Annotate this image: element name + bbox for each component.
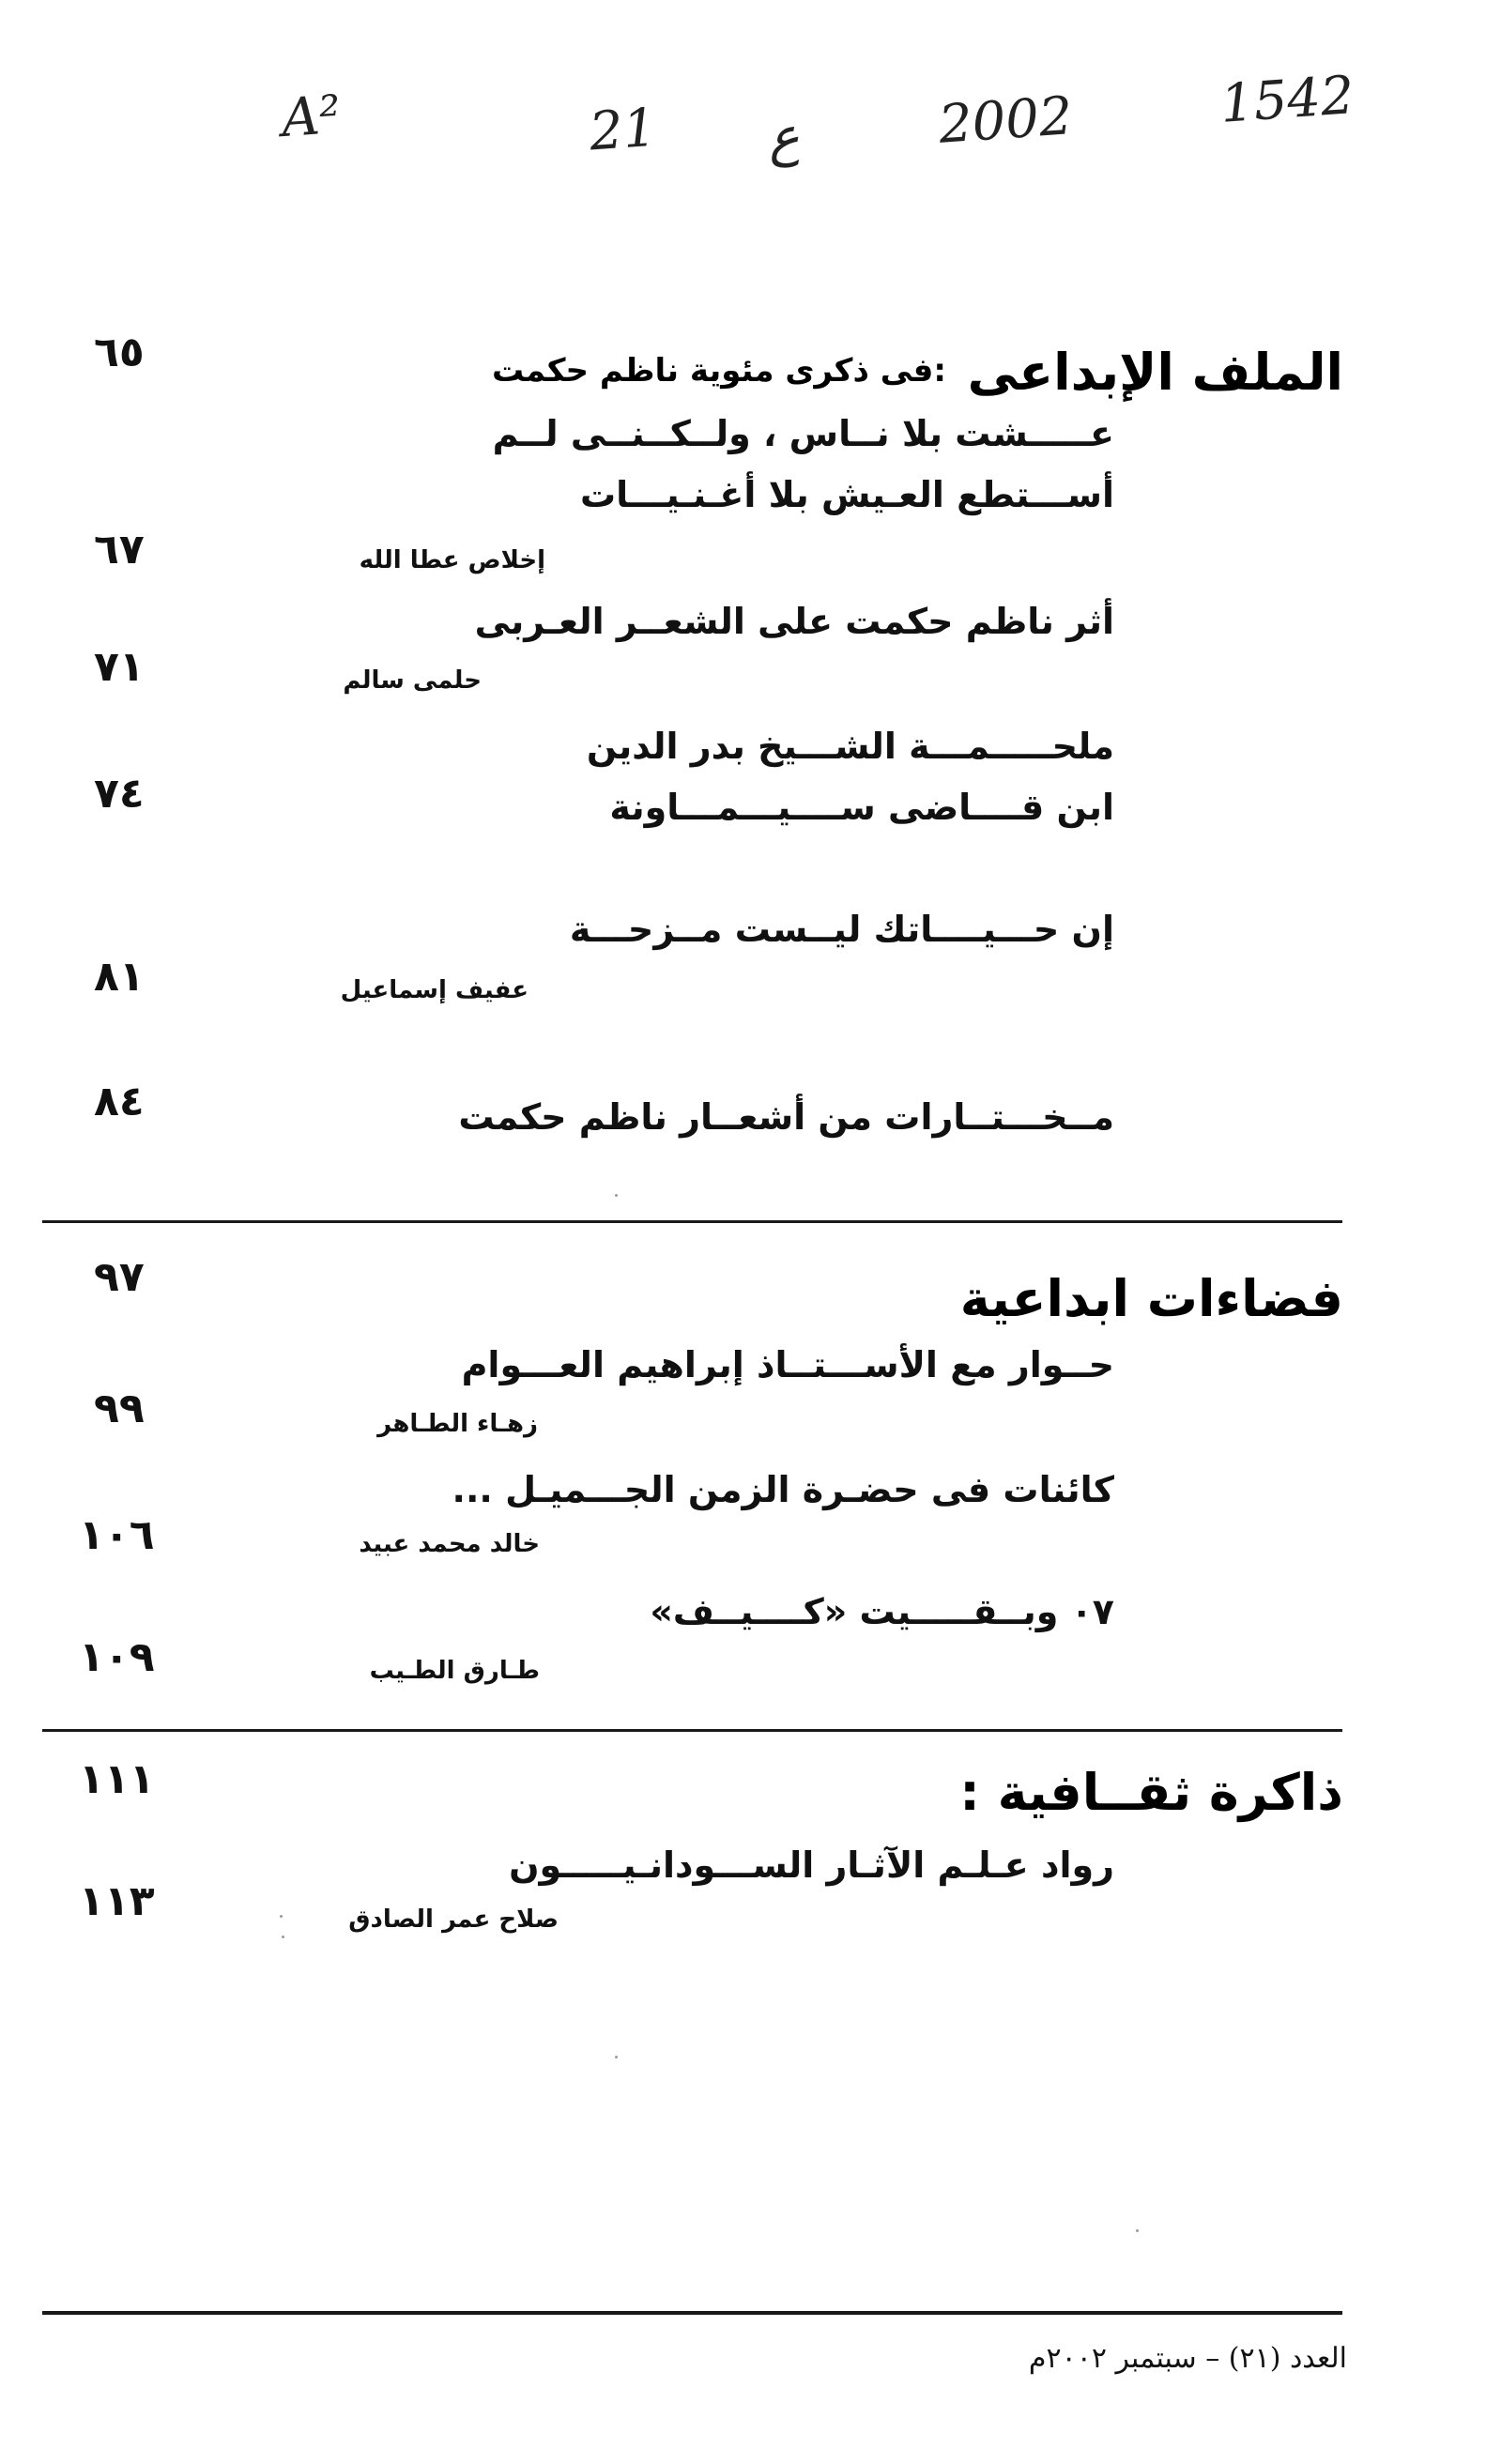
scan-speck <box>282 1936 284 1938</box>
section-divider <box>42 1729 1342 1732</box>
entry-title-line: ٠٧ وبــقـــــيت «كــــيــف» <box>650 1591 1114 1632</box>
handwritten-annotation-a2: A² <box>279 84 344 150</box>
entry-title-line: ملحـــــمـــة الشـــيخ بدر الدين <box>586 726 1114 767</box>
handwritten-annotation-21: 21 <box>587 97 659 163</box>
scan-speck <box>615 1194 618 1197</box>
entry-author: خالد محمد عبيد <box>359 1530 540 1558</box>
footer-rule <box>42 2311 1342 2315</box>
handwritten-annotation-ain: ع <box>765 105 802 170</box>
entry-title-line: إن حـــيــــاتك ليــست مــزحـــة <box>569 909 1114 950</box>
page-number: ٩٧ <box>94 1253 145 1301</box>
handwritten-annotation-2002: 2002 <box>936 85 1075 156</box>
entry-title-line: أثر ناظم حكمت على الشعــر العـربى <box>474 601 1114 642</box>
page-number: ٦٥ <box>94 329 145 376</box>
entry-title-line: حــوار مع الأســـتــاذ إبراهيم العـــوام <box>461 1344 1114 1385</box>
page-number: ١١٣ <box>79 1877 155 1925</box>
section-divider <box>42 1220 1342 1223</box>
entry-author: طـارق الطـيب <box>369 1657 540 1685</box>
page-number: ٧٤ <box>94 770 145 818</box>
entry-author: صلاح عمر الصادق <box>348 1905 559 1934</box>
entry-title-line: كائنات فى حضـرة الزمن الجـــميـل ... <box>452 1469 1114 1510</box>
page-number: ٨١ <box>94 953 145 1001</box>
scan-speck <box>280 1915 283 1918</box>
entry-title-line: ابن قــــاضى ســــيـــمـــاونة <box>609 787 1114 828</box>
page-number: ١١١ <box>79 1755 155 1803</box>
handwritten-annotation-1542: 1542 <box>1218 65 1356 135</box>
entry-title-line: مــخـــتــارات من أشعــار ناظم حكمت <box>458 1096 1114 1138</box>
page-number: ٨٤ <box>94 1078 145 1125</box>
entry-author: عفيف إسماعيل <box>340 976 529 1004</box>
scan-speck <box>1136 2229 1139 2232</box>
scan-speck <box>615 2056 618 2058</box>
section-heading-creative-spaces: فضاءات ابداعية <box>959 1269 1343 1328</box>
page-number: ٧١ <box>94 643 145 691</box>
page-number: ٦٧ <box>94 526 145 574</box>
section-subheading-nazim-hikmet: :فى ذكرى مئوية ناظم حكمت <box>491 352 946 390</box>
page-number: ١٠٩ <box>79 1633 155 1681</box>
section-heading-creative-file: الملف الإبداعى <box>967 343 1343 402</box>
page-number: ٩٩ <box>94 1385 145 1432</box>
entry-author: زهـاء الطـاهر <box>377 1410 538 1438</box>
page-number: ١٠٦ <box>79 1511 155 1559</box>
section-heading-cultural-memory: ذاكرة ثقــافية : <box>959 1763 1343 1822</box>
issue-footer: العدد (٢١) – سبتمبر ٢٠٠٢م <box>1028 2342 1347 2375</box>
entry-author: حلمى سالم <box>343 666 482 695</box>
entry-title-line: عـــــشت بلا نــاس ، ولــكــنــى لــم <box>492 413 1114 454</box>
entry-author: إخلاص عطا الله <box>359 546 545 574</box>
entry-title-line: أســـتطع العـيش بلا أغـنـيـــات <box>579 474 1114 515</box>
entry-title-line: رواد عـلـم الآثـار الســـودانـيـــــون <box>509 1844 1114 1886</box>
